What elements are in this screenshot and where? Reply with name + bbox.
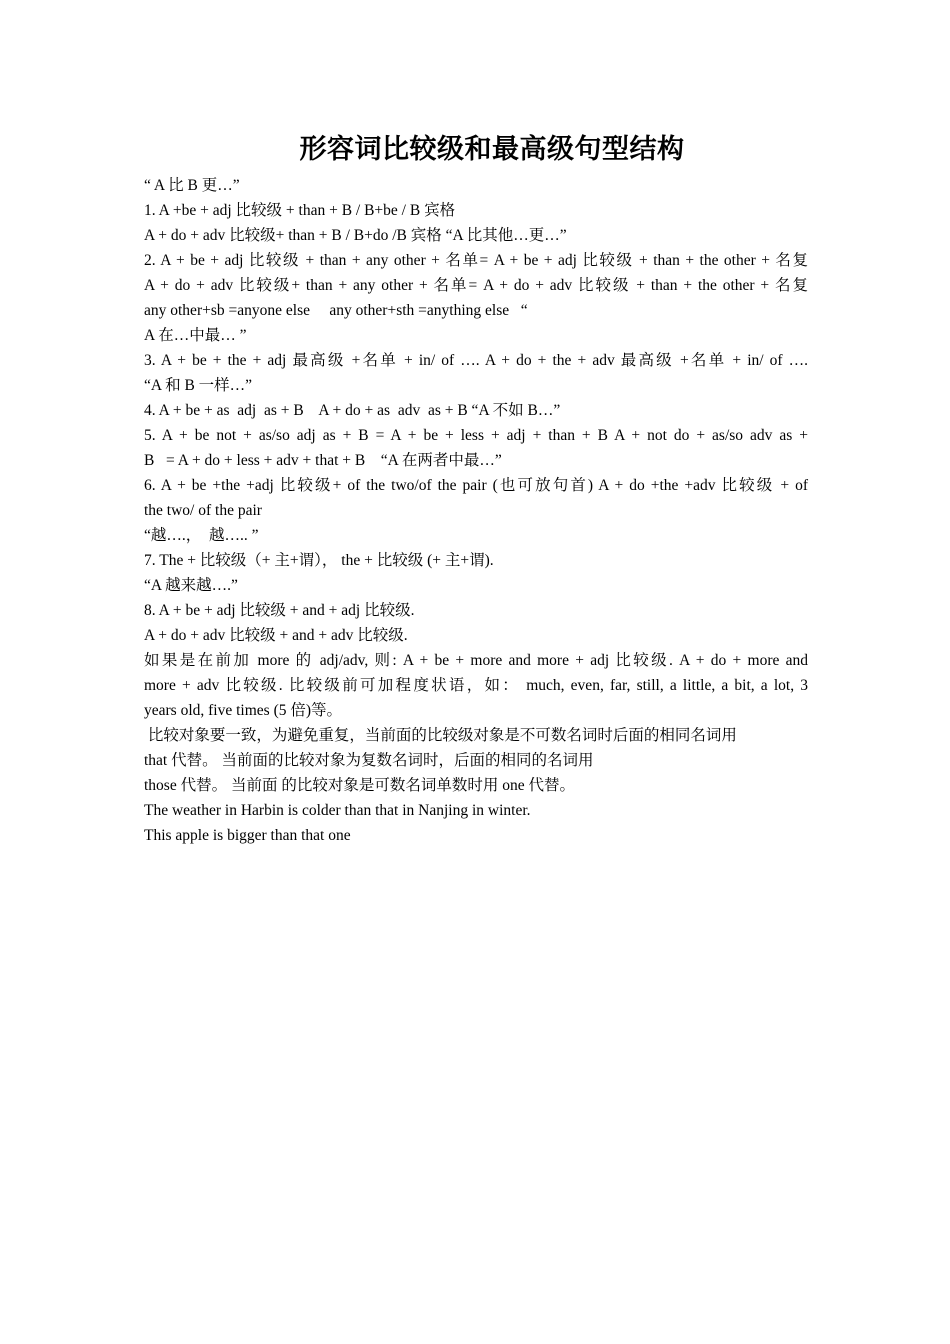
text-line: The weather in Harbin is colder than that in Nanjing in winter.	[144, 802, 531, 819]
text-line: “ A 比 B 更…”	[144, 177, 240, 194]
text-line: B = A + do + less + adv + that + B “A 在两者中最…”	[144, 452, 502, 469]
text-line: 2. A + be + adj 比较级 + than + any other + 名单= A + be + adj 比较级 + than + the other + 名复	[144, 252, 808, 269]
text-line: A + do + adv 比较级 + and + adv 比较级.	[144, 627, 408, 644]
text-line: 7. The + 比较级（+ 主+谓）， the + 比较级 (+ 主+谓).	[144, 552, 494, 569]
text-line: 4. A + be + as adj as + B A + do + as adv as + B “A 不如 B…”	[144, 402, 561, 419]
text-line: those 代替。 当前面 的比较对象是可数名词单数时用 one 代替。	[144, 777, 575, 794]
document-body	[144, 173, 808, 848]
text-line: A 在…中最… ”	[144, 327, 247, 344]
text-line: 6. A + be +the +adj 比较级+ of the two/of the pair (也可放句首) A + do +the +adv 比较级 + of	[144, 477, 808, 494]
text-line: 如果是在前加 more 的 adj/adv, 则: A + be + more and more + adj 比较级. A + do + more and	[144, 652, 808, 669]
text-line: years old, five times (5 倍)等。	[144, 702, 343, 719]
text-line: A + do + adv 比较级+ than + B / B+do /B 宾格 “A 比其他…更…”	[144, 227, 567, 244]
text-line: the two/ of the pair	[144, 502, 262, 519]
text-line: 1. A +be + adj 比较级 + than + B / B+be / B 宾格	[144, 202, 456, 219]
text-line: A + do + adv 比较级+ than + any other + 名单= A + do + adv 比较级 + than + the other + 名复	[144, 277, 808, 294]
text-line: This apple is bigger than that one	[144, 827, 351, 844]
text-line: “A 和 B 一样…”	[144, 377, 253, 394]
text-line: 比较对象要一致，为避免重复，当前面的比较级对象是不可数名词时后面的相同名词用	[144, 727, 737, 744]
text-line: “A 越来越….”	[144, 577, 238, 594]
text-line: 8. A + be + adj 比较级 + and + adj 比较级.	[144, 602, 415, 619]
text-line: that 代替。 当前面的比较对象为复数名词时，后面的相同的名词用	[144, 752, 594, 769]
text-line: “越….， 越….. ”	[144, 527, 259, 544]
text-line: 3. A + be + the + adj 最高级 +名单 + in/ of …. A + do + the + adv 最高级 +名单 + in/ of ….	[144, 352, 808, 369]
text-line: any other+sb =anyone else any other+sth =anything else “	[144, 302, 528, 319]
text-line: more + adv 比较级. 比较级前可加程度状语，如： much, even, far, still, a little, a bit, a lot, 3	[144, 677, 808, 694]
document-title: 形容词比较级和最高级句型结构	[299, 134, 685, 165]
text-line: 5. A + be not + as/so adj as + B = A + be + less + adj + than + B A + not do + as/so adv as +	[144, 427, 808, 444]
